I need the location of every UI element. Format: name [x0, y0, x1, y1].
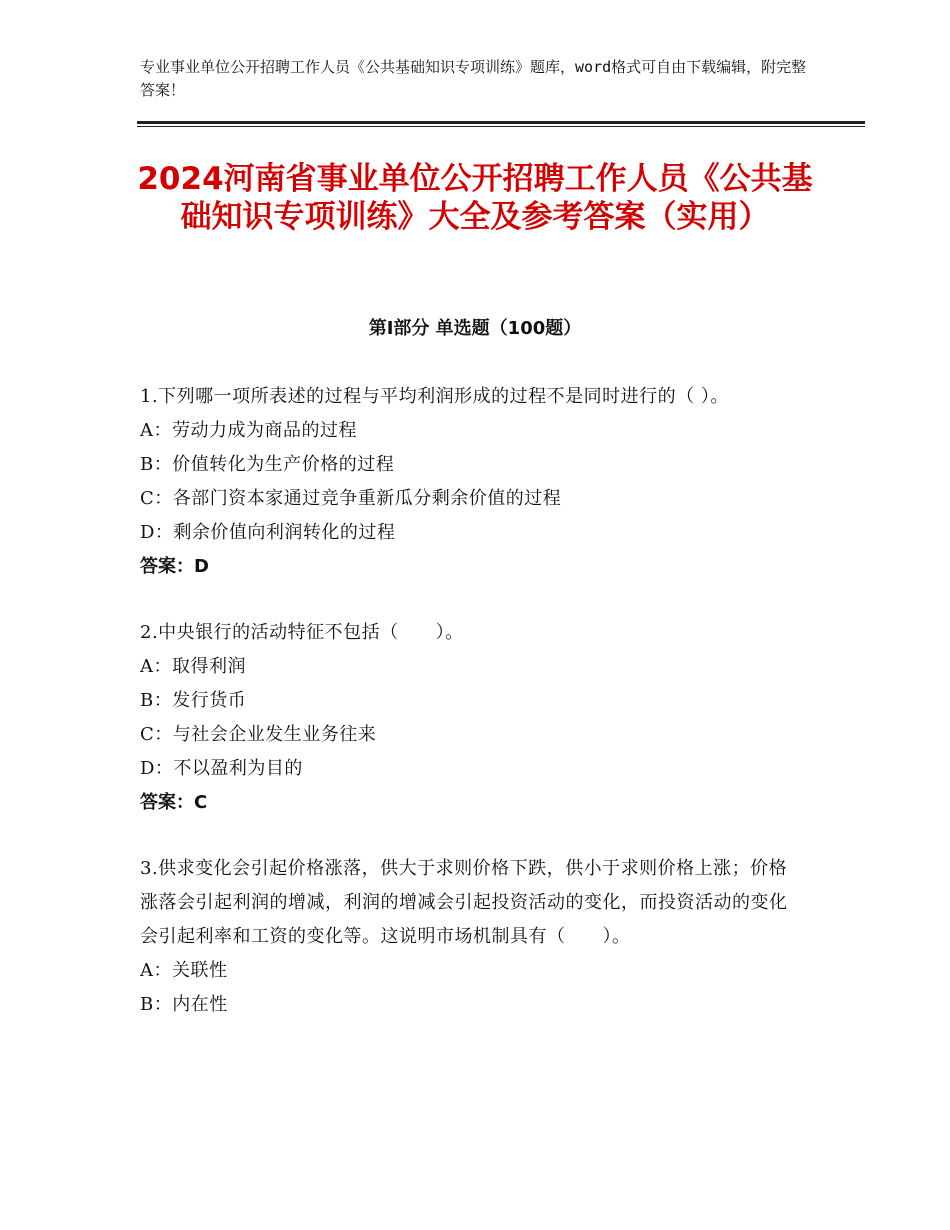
question-stem: 2.中央银行的活动特征不包括（ ）。: [140, 622, 464, 643]
option-b: B：发行货币: [140, 690, 247, 711]
section-heading: 第I部分 单选题（100题）: [368, 318, 582, 339]
option-b: B：内在性: [140, 994, 228, 1015]
option-d: D：不以盈利为目的: [140, 758, 303, 779]
answer-line: 答案：D: [140, 556, 209, 577]
question-3: [140, 852, 800, 1022]
option-a: A：取得利润: [140, 656, 246, 677]
question-stem: 3.供求变化会引起价格涨落，供大于求则价格下跌，供小于求则价格上涨；价格涨落会引起利润的增减，利润的增减会引起投资活动的变化，而投资活动的变化会引起利率和工资的变化等。这说明市场机制具有（ ）。: [140, 858, 788, 947]
question-1: [140, 380, 800, 584]
option-c: C：与社会企业发生业务往来: [140, 724, 377, 745]
header-note: 专业事业单位公开招聘工作人员《公共基础知识专项训练》题库，word格式可自由下载编辑，附完整答案！: [140, 58, 807, 99]
question-list: [140, 380, 800, 1054]
document-title: 2024河南省事业单位公开招聘工作人员《公共基础知识专项训练》大全及参考答案（实用）: [137, 161, 813, 235]
option-b: B：价值转化为生产价格的过程: [140, 454, 395, 475]
option-a: A：关联性: [140, 960, 228, 981]
question-2: [140, 616, 800, 820]
answer-line: 答案：C: [140, 792, 208, 813]
option-d: D：剩余价值向利润转化的过程: [140, 522, 396, 543]
option-a: A：劳动力成为商品的过程: [140, 420, 357, 441]
header-divider: [137, 121, 865, 127]
question-stem: 1.下列哪一项所表述的过程与平均利润形成的过程不是同时进行的（ ）。: [140, 386, 729, 407]
option-c: C：各部门资本家通过竞争重新瓜分剩余价值的过程: [140, 488, 562, 509]
